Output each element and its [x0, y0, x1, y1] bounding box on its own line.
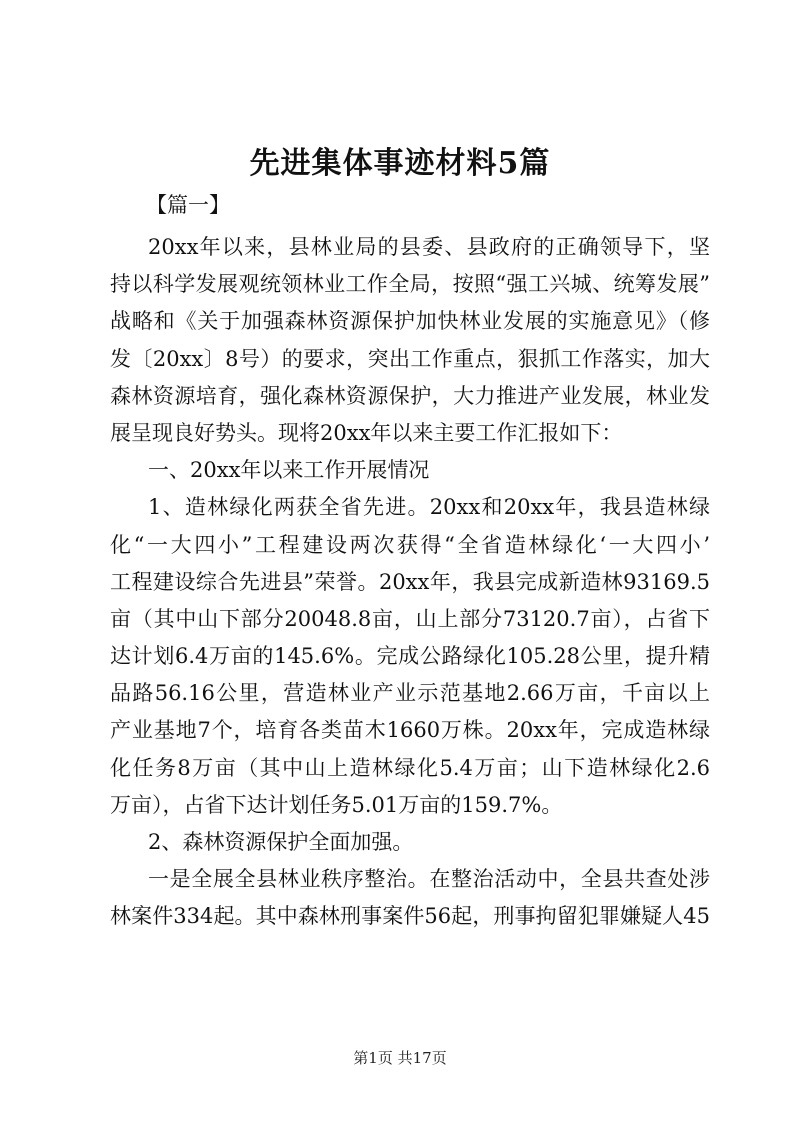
paragraph-line: 森林资源培育，强化森林资源保护，大力推进产业发展，林业发 [110, 383, 710, 408]
paragraph-line: 产业基地7个，培育各类苗木1660万株。20xx年，完成造林绿 [110, 718, 710, 743]
paragraph-line: 亩（其中山下部分20048.8亩，山上部分73120.7亩），占省下 [110, 606, 710, 631]
subheading-line: 一、20xx年以来工作开展情况 [148, 458, 430, 483]
paragraph-line: 发〔20xx〕8号）的要求，突出工作重点，狠抓工作落实，加大 [110, 346, 710, 371]
paragraph-line: 化“一大四小”工程建设两次获得“全省造林绿化‘一大四小’ [110, 532, 710, 557]
paragraph-line: 化任务8万亩（其中山上造林绿化5.4万亩；山下造林绿化2.6 [110, 755, 710, 780]
paragraph-line: 万亩），占省下达计划任务5.01万亩的159.7%。 [110, 792, 563, 817]
paragraph-line: 20xx年以来，县林业局的县委、县政府的正确领导下，坚 [148, 235, 710, 259]
paragraph-line: 持以科学发展观统领林业工作全局，按照“强工兴城、统筹发展” [110, 272, 710, 297]
paragraph-line: 品路56.16公里，营造林业产业示范基地2.66万亩，千亩以上 [110, 681, 710, 706]
document-body [110, 229, 710, 936]
paragraph-line: 林案件334起。其中森林刑事案件56起，刑事拘留犯罪嫌疑人45 [110, 904, 710, 929]
paragraph-line: 展呈现良好势头。现将20xx年以来主要工作汇报如下： [110, 420, 623, 445]
paragraph-line: 达计划6.4万亩的145.6%。完成公路绿化105.28公里，提升精 [110, 644, 710, 669]
paragraph-line: 一是全展全县林业秩序整治。在整治活动中，全县共查处涉 [148, 867, 710, 892]
paragraph-line: 工程建设综合先进县”荣誉。20xx年，我县完成新造林93169.5 [110, 569, 710, 594]
document-title: 先进集体事迹材料5篇 [249, 146, 551, 181]
section-heading: 【篇一】 [146, 193, 230, 217]
paragraph-line: 战略和《关于加强森林资源保护加快林业发展的实施意见》（修 [110, 309, 710, 334]
page-footer: 第1页 共17页 [353, 1049, 447, 1067]
paragraph-line: 1、造林绿化两获全省先进。20xx和20xx年，我县造林绿 [148, 495, 710, 520]
subheading-line: 2、森林资源保护全面加强。 [148, 830, 414, 854]
